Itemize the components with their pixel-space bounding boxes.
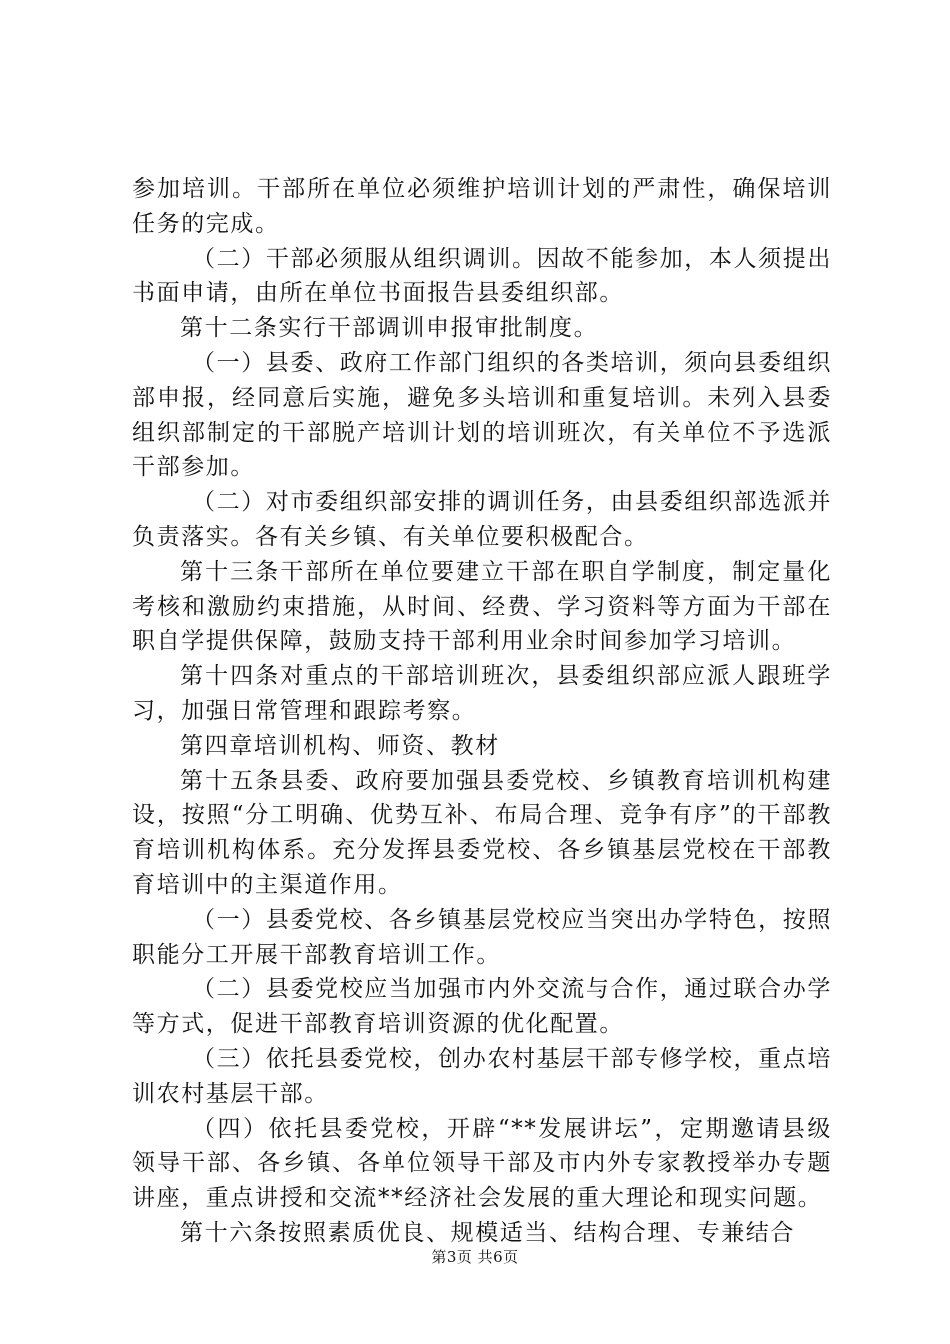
paragraph-item-4: （四）依托县委党校，开辟“**发展讲坛”，定期邀请县级领导干部、各乡镇、各单位领导干部及市内外专家教授举办专题讲座，重点讲授和交流**经济社会发展的重大理论和现实问题。 — [132, 1115, 832, 1212]
paragraph-article-12: 第十二条实行干部调训申报审批制度。 — [180, 315, 599, 342]
paragraph-article-13: 第十三条干部所在单位要建立干部在职自学制度，制定量化考核和激励约束措施，从时间、经费、学习资料等方面为干部在职自学提供保障，鼓励支持干部利用业余时间参加学习培训。 — [132, 558, 832, 655]
paragraph-article-14: 第十四条对重点的干部培训班次，县委组织部应派人跟班学习，加强日常管理和跟踪考察。 — [132, 663, 832, 724]
chapter-heading: 第四章培训机构、师资、教材 — [180, 732, 500, 759]
paragraph-item-2: （二）县委党校应当加强市内外交流与合作，通过联合办学等方式，促进干部教育培训资源的优化配置。 — [132, 976, 832, 1038]
paragraph-item-2: （二）对市委组织部安排的调训任务，由县委组织部选派并负责落实。各有关乡镇、有关单位要积极配合。 — [132, 489, 832, 550]
page-number-footer: 第3页 共6页 — [431, 1248, 519, 1266]
paragraph-article-15: 第十五条县委、政府要加强县委党校、乡镇教育培训机构建设，按照“分工明确、优势互补、布局合理、竞争有序”的干部教育培训机构体系。充分发挥县委党校、各乡镇基层党校在干部教育培训中的主渠道作用。 — [132, 767, 832, 898]
paragraph-item-3: （三）依托县委党校，创办农村基层干部专修学校，重点培训农村基层干部。 — [132, 1045, 832, 1107]
paragraph-continuation: 参加培训。干部所在单位必须维护培训计划的严肃性，确保培训任务的完成。 — [132, 176, 832, 237]
paragraph-item-2: （二）干部必须服从组织调训。因故不能参加，本人须提出书面申请，由所在单位书面报告县委组织部。 — [132, 245, 832, 307]
document-body — [132, 172, 832, 1251]
paragraph-item-1: （一）县委、政府工作部门组织的各类培训，须向县委组织部申报，经同意后实施，避免多头培训和重复培训。未列入县委组织部制定的干部脱产培训计划的培训班次，有关单位不予选派干部参加。 — [132, 349, 832, 481]
paragraph-article-16: 第十六条按照素质优良、规模适当、结构合理、专兼结合 — [180, 1219, 795, 1246]
paragraph-item-1: （一）县委党校、各乡镇基层党校应当突出办学特色，按照职能分工开展干部教育培训工作。 — [132, 906, 832, 968]
